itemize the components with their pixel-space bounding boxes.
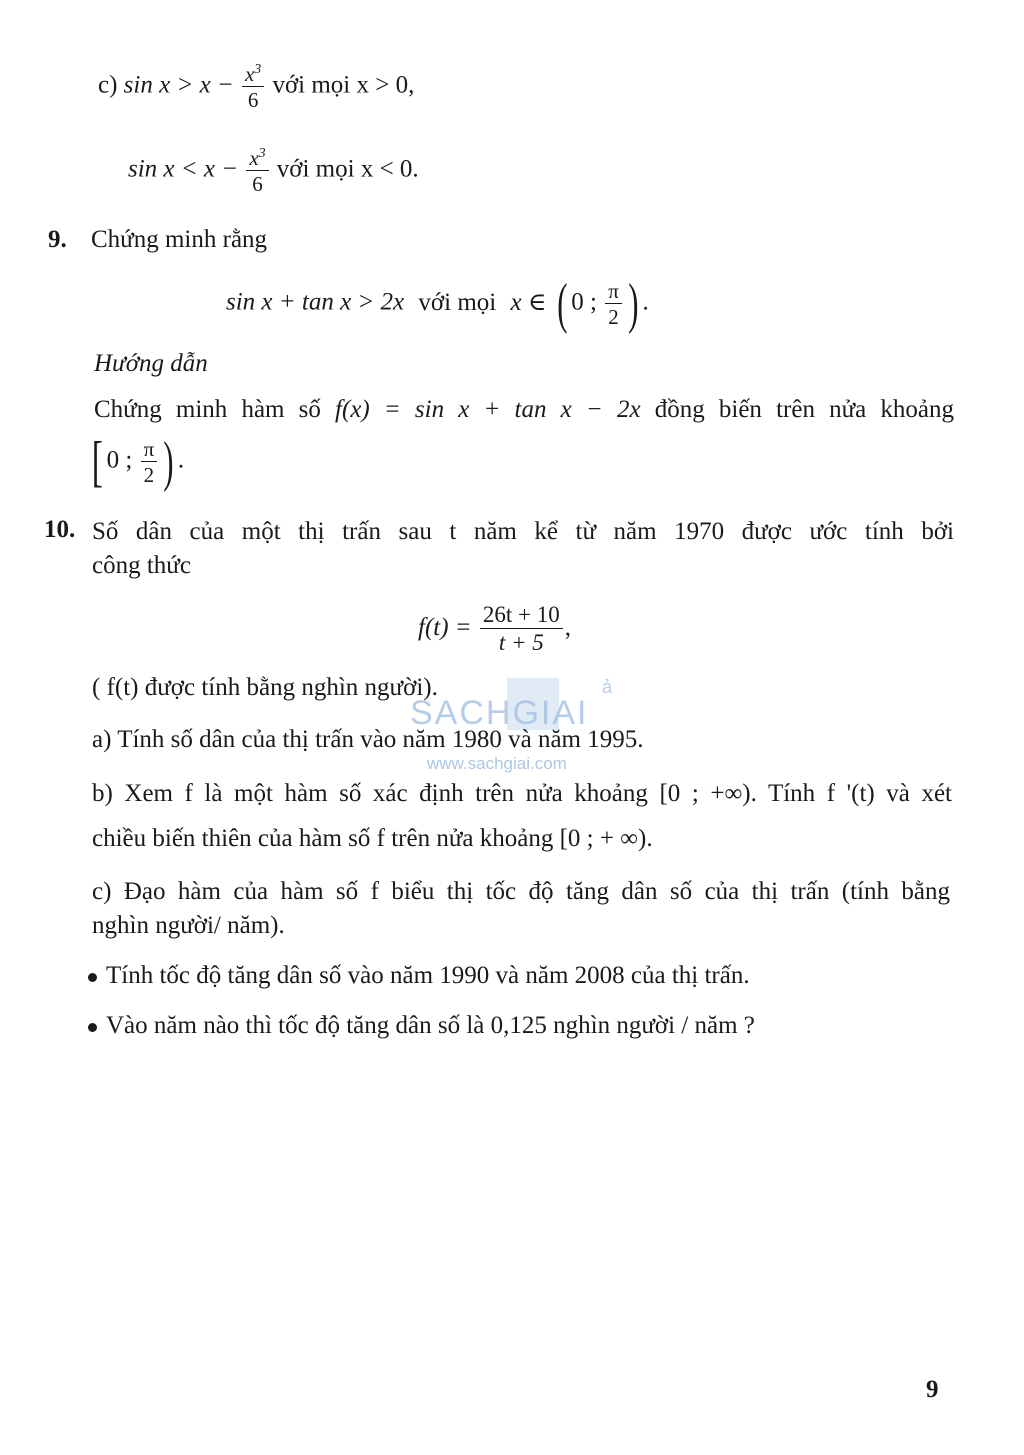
bullet-2-text: Vào năm nào thì tốc độ tăng dân số là 0,125 nghìn người / năm ? — [106, 1012, 755, 1039]
problem-10-line1: Số dân của một thị trấn sau t năm kể từ năm 1970 được ước tính bởi — [92, 518, 954, 545]
problem-10-line2: công thức — [92, 552, 191, 579]
p9-interval-fraction — [605, 280, 622, 328]
c-line1-fraction — [242, 62, 264, 111]
problem-10-part-b-line2: chiều biến thiên của hàm số f trên nửa khoảng [0 ; + ∞). — [92, 825, 653, 852]
c-line1-frac-num: x — [245, 62, 255, 87]
p10-formula-num: 26t + 10 — [480, 603, 563, 629]
watermark-url: www.sachgiai.com — [427, 754, 567, 773]
p9-formula-left: sin x + tan x > 2x — [226, 288, 405, 316]
bullet-1-text: Tính tốc độ tăng dân số vào năm 1990 và năm 2008 của thị trấn. — [106, 962, 750, 989]
c-line2-frac-num: x — [249, 146, 259, 171]
p9-interval-den: 2 — [608, 305, 619, 329]
item-c-label: c) — [98, 71, 118, 99]
problem-10-formula — [418, 603, 571, 655]
hint-end: . — [177, 446, 185, 474]
c-line1-left: sin x > x − — [123, 71, 234, 99]
problem-10-part-b-line1: b) Xem f là một hàm số xác định trên nửa khoảng [0 ; +∞). Tính f '(t) và xét — [92, 780, 952, 807]
problem-10-part-c-line2: nghìn người/ năm). — [92, 912, 285, 939]
problem-10-part-a: a) Tính số dân của thị trấn vào năm 1980 và năm 1995. — [92, 726, 644, 753]
hint-interval-fraction — [141, 438, 158, 486]
c-line2-frac-exp: 3 — [258, 145, 266, 160]
p9-formula-end: . — [642, 288, 649, 316]
hint-interval-num: π — [141, 438, 158, 462]
problem-9-number: 9. — [48, 226, 67, 253]
bullet-item-1 — [88, 962, 750, 990]
c-line1-frac-exp: 3 — [254, 61, 262, 76]
hint-paren-close: ) — [163, 431, 174, 493]
hint-title: Hướng dẫn — [94, 350, 208, 377]
c-line2-frac-den: 6 — [252, 172, 263, 197]
hint-text-suffix: đồng biến trên nửa khoảng — [654, 396, 955, 423]
problem-9-header — [48, 226, 267, 254]
problem-9-title: Chứng minh rằng — [91, 226, 268, 253]
problem-10-number: 10. — [44, 516, 76, 543]
watermark-logo-text: SACHGIAI — [410, 694, 589, 732]
hint-text-line — [94, 396, 954, 424]
p9-formula-mid: với mọi — [418, 288, 497, 316]
p9-paren-open: ( — [556, 273, 568, 335]
hint-interval-den: 2 — [143, 463, 155, 487]
bullet-dot-icon — [88, 973, 97, 982]
hint-bracket-open: [ — [91, 431, 103, 493]
p10-formula-end: , — [564, 613, 572, 641]
item-c-line1 — [98, 62, 414, 111]
bullet-dot-icon — [88, 1023, 97, 1032]
c-line1-frac-den: 6 — [247, 88, 259, 113]
page-number: 9 — [926, 1376, 939, 1403]
bullet-item-2 — [88, 1012, 755, 1040]
item-c-line2 — [128, 146, 419, 195]
c-line2-right: với mọi x < 0. — [276, 155, 419, 183]
p10-formula-left: f(t) = — [418, 613, 472, 641]
p9-interval-left: 0 ; — [571, 288, 597, 316]
problem-10-note: ( f(t) được tính bằng nghìn người). — [92, 674, 438, 701]
p9-interval-num: π — [605, 280, 622, 304]
watermark-logo-accent: ả — [602, 677, 613, 697]
c-line2-fraction — [246, 146, 268, 195]
hint-interval-left: 0 ; — [106, 446, 133, 474]
hint-func: f(x) = sin x + tan x − 2x — [335, 396, 641, 423]
hint-text-prefix: Chứng minh hàm số — [94, 396, 321, 423]
c-line2-left: sin x < x − — [128, 155, 239, 183]
hint-interval — [88, 431, 185, 493]
p9-formula-set: x ∈ — [510, 288, 547, 316]
p10-formula-fraction — [480, 603, 563, 655]
c-line1-right: với mọi x > 0, — [272, 71, 415, 99]
p9-paren-close: ) — [627, 273, 639, 335]
problem-9-formula — [226, 273, 649, 335]
p10-formula-den: t + 5 — [498, 630, 544, 656]
problem-10-part-c-line1: c) Đạo hàm của hàm số f biểu thị tốc độ tăng dân số của thị trấn (tính bằng — [92, 878, 950, 905]
